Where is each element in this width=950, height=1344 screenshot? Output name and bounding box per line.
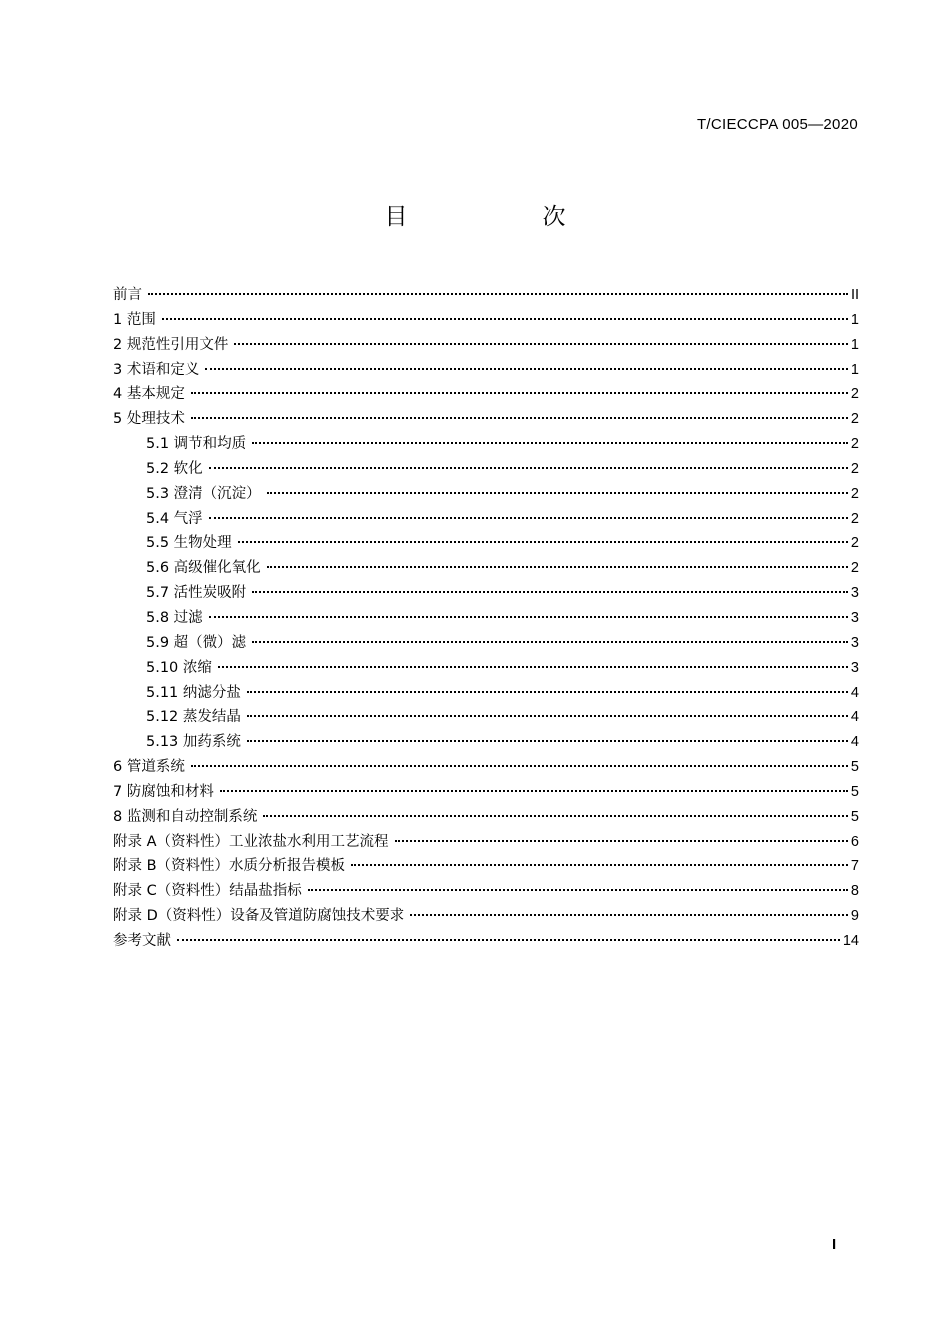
- toc-leader-dots: [252, 442, 848, 444]
- toc-entry-page: 3: [850, 659, 859, 676]
- toc-leader-dots: [247, 740, 848, 742]
- toc-entry-label: 5.7 活性炭吸附: [146, 585, 247, 602]
- toc-entry[interactable]: [113, 631, 859, 656]
- toc-entry-page: 9: [850, 908, 859, 925]
- toc-entry-page: 2: [850, 485, 859, 502]
- toc-leader-dots: [177, 939, 840, 941]
- toc-entry[interactable]: [113, 705, 859, 730]
- toc-entry-label: 4 基本规定: [113, 386, 185, 403]
- page-title: 目 次: [384, 204, 622, 230]
- toc-entry-label: 附录 A（资料性）工业浓盐水利用工艺流程: [113, 833, 389, 850]
- toc-entry[interactable]: [113, 681, 859, 706]
- toc-leader-dots: [148, 293, 848, 295]
- toc-entry-page: 2: [850, 460, 859, 477]
- toc-entry[interactable]: [113, 556, 859, 581]
- toc-entry-label: 2 规范性引用文件: [113, 336, 229, 353]
- toc-entry-page: 2: [850, 510, 859, 527]
- toc-entry-label: 5.8 过滤: [146, 609, 203, 626]
- toc-entry-page: 5: [850, 759, 859, 776]
- toc-entry[interactable]: [113, 755, 859, 780]
- toc-entry[interactable]: [113, 482, 859, 507]
- toc-leader-dots: [410, 914, 848, 916]
- toc-entry-label: 5.2 软化: [146, 460, 203, 477]
- toc-entry-label: 5.12 蒸发结晶: [146, 709, 241, 726]
- toc-leader-dots: [252, 641, 848, 643]
- toc-entry[interactable]: [113, 904, 859, 929]
- toc-leader-dots: [191, 392, 848, 394]
- toc-entry-label: 8 监测和自动控制系统: [113, 808, 258, 825]
- toc-entry[interactable]: [113, 830, 859, 855]
- toc-leader-dots: [209, 467, 848, 469]
- toc-entry-label: 5.11 纳滤分盐: [146, 684, 241, 701]
- toc-leader-dots: [252, 591, 848, 593]
- toc-leader-dots: [308, 889, 848, 891]
- toc-entry[interactable]: [113, 805, 859, 830]
- toc-entry[interactable]: [113, 581, 859, 606]
- toc-entry-page: II: [850, 287, 859, 303]
- toc-entry-label: 5.10 浓缩: [146, 659, 212, 676]
- toc-entry[interactable]: [113, 606, 859, 631]
- toc-entry-page: 3: [850, 634, 859, 651]
- toc-entry[interactable]: [113, 457, 859, 482]
- toc-entry-page: 2: [850, 560, 859, 577]
- toc-entry[interactable]: [113, 879, 859, 904]
- toc-leader-dots: [351, 864, 848, 866]
- toc-leader-dots: [263, 815, 848, 817]
- toc-entry[interactable]: [113, 730, 859, 755]
- toc-entry[interactable]: [113, 929, 859, 954]
- toc-leader-dots: [267, 492, 848, 494]
- toc-entry[interactable]: [113, 333, 859, 358]
- toc-entry-label: 附录 C（资料性）结晶盐指标: [113, 883, 302, 900]
- toc-entry-label: 参考文献: [113, 932, 171, 949]
- toc-entry-label: 5.4 气浮: [146, 510, 203, 527]
- toc-entry-label: 5.5 生物处理: [146, 535, 232, 552]
- table-of-contents: [113, 283, 859, 954]
- toc-entry[interactable]: [113, 358, 859, 383]
- toc-entry-page: 14: [842, 932, 859, 949]
- toc-leader-dots: [267, 566, 848, 568]
- toc-leader-dots: [238, 541, 848, 543]
- toc-entry-page: 1: [850, 311, 859, 328]
- toc-leader-dots: [191, 417, 848, 419]
- toc-leader-dots: [209, 616, 848, 618]
- toc-entry[interactable]: [113, 382, 859, 407]
- toc-entry-page: 5: [850, 808, 859, 825]
- toc-entry-page: 4: [850, 684, 859, 701]
- toc-entry-page: 3: [850, 585, 859, 602]
- toc-entry-label: 5.1 调节和均质: [146, 436, 247, 453]
- toc-leader-dots: [191, 765, 848, 767]
- toc-leader-dots: [234, 343, 848, 345]
- toc-leader-dots: [395, 840, 848, 842]
- toc-entry-page: 3: [850, 609, 859, 626]
- toc-entry-label: 5 处理技术: [113, 411, 185, 428]
- toc-leader-dots: [218, 666, 848, 668]
- toc-leader-dots: [162, 318, 848, 320]
- toc-entry[interactable]: [113, 507, 859, 532]
- toc-entry-page: 8: [850, 883, 859, 900]
- toc-leader-dots: [205, 368, 848, 370]
- toc-entry[interactable]: [113, 308, 859, 333]
- toc-entry[interactable]: [113, 780, 859, 805]
- toc-leader-dots: [247, 715, 848, 717]
- toc-entry[interactable]: [113, 656, 859, 681]
- toc-entry-page: 2: [850, 411, 859, 428]
- toc-entry-page: 4: [850, 734, 859, 751]
- toc-leader-dots: [247, 691, 848, 693]
- toc-entry-label: 附录 B（资料性）水质分析报告模板: [113, 858, 346, 875]
- toc-entry-page: 1: [850, 361, 859, 378]
- toc-entry-label: 7 防腐蚀和材料: [113, 783, 214, 800]
- toc-entry-page: 6: [850, 833, 859, 850]
- document-code: T/CIECCPA 005—2020: [696, 116, 858, 133]
- toc-entry-label: 前言: [113, 287, 142, 303]
- toc-entry-page: 1: [850, 336, 859, 353]
- toc-entry-label: 6 管道系统: [113, 759, 185, 776]
- toc-entry[interactable]: [113, 283, 859, 308]
- toc-entry-label: 1 范围: [113, 311, 156, 328]
- toc-entry-page: 7: [850, 858, 859, 875]
- toc-entry[interactable]: [113, 432, 859, 457]
- toc-entry-page: 2: [850, 535, 859, 552]
- toc-entry[interactable]: [113, 407, 859, 432]
- toc-entry-page: 4: [850, 709, 859, 726]
- toc-entry-label: 5.6 高级催化氧化: [146, 560, 261, 577]
- toc-leader-dots: [220, 790, 848, 792]
- toc-entry-label: 5.3 澄清（沉淀）: [146, 485, 261, 502]
- page-number: I: [832, 1236, 837, 1253]
- toc-entry-label: 附录 D（资料性）设备及管道防腐蚀技术要求: [113, 908, 405, 925]
- toc-entry-label: 5.13 加药系统: [146, 734, 241, 751]
- toc-entry-label: 3 术语和定义: [113, 361, 200, 378]
- toc-entry-page: 2: [850, 436, 859, 453]
- toc-entry-label: 5.9 超（微）滤: [146, 634, 247, 651]
- toc-entry-page: 2: [850, 386, 859, 403]
- toc-leader-dots: [209, 517, 848, 519]
- toc-entry[interactable]: [113, 854, 859, 879]
- toc-entry[interactable]: [113, 531, 859, 556]
- toc-entry-page: 5: [850, 783, 859, 800]
